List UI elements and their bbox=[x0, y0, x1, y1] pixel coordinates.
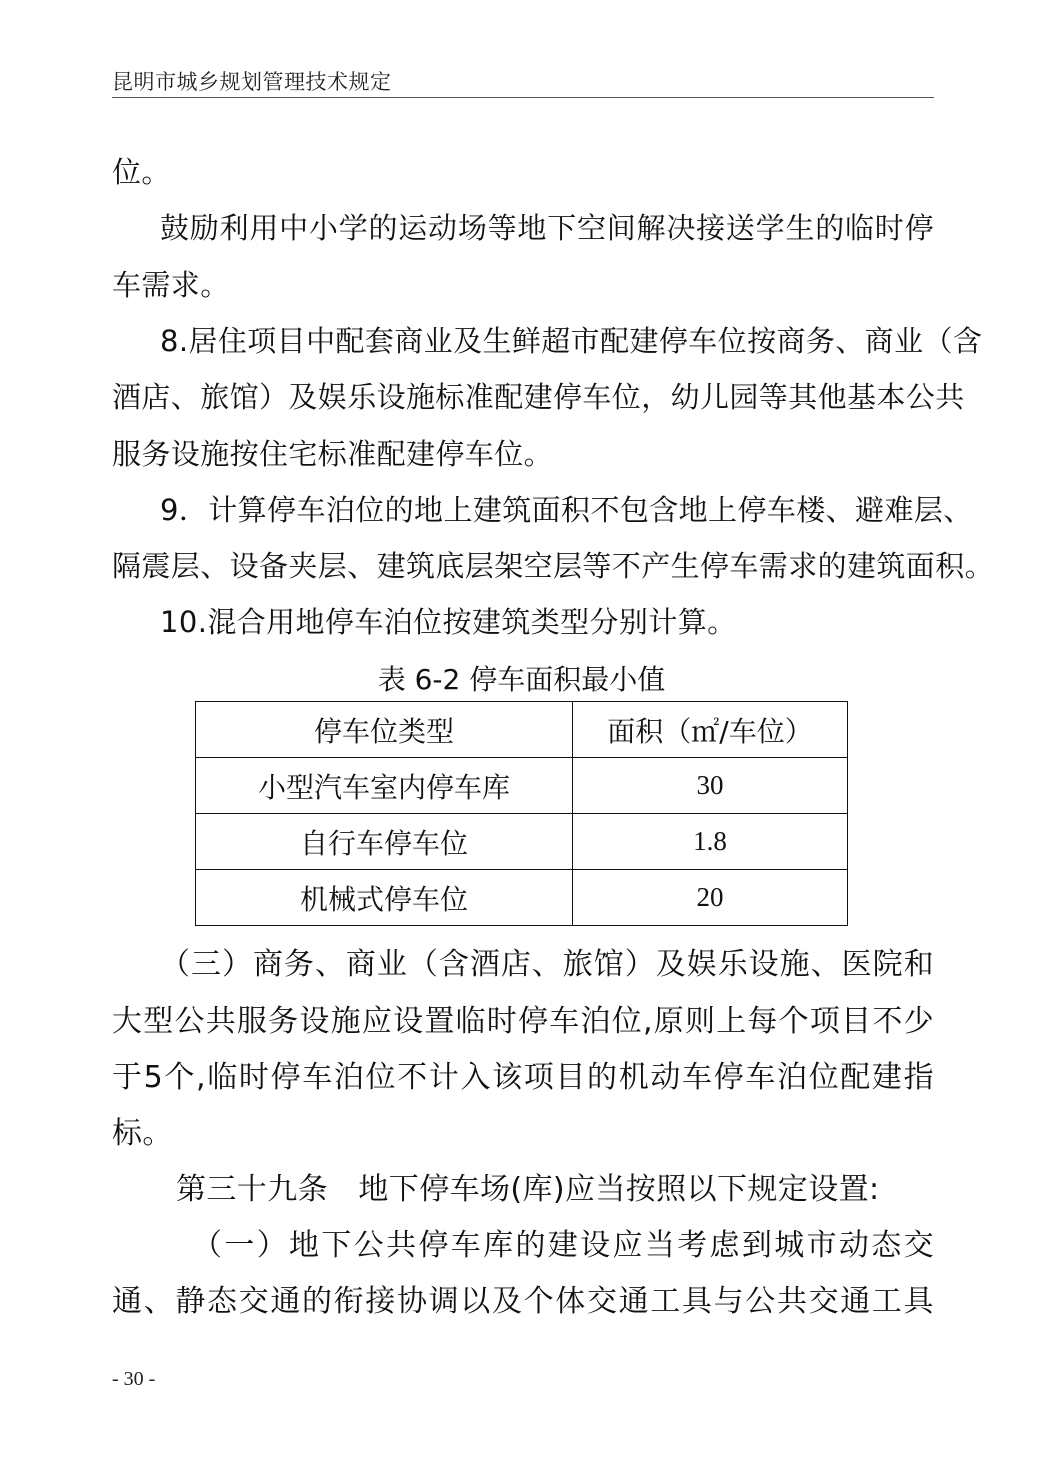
paragraph-line: 酒店、旅馆）及娱乐设施标准配建停车位，幼儿园等其他基本公共 bbox=[112, 380, 965, 414]
paragraph-line: 10.混合用地停车泊位按建筑类型分别计算。 bbox=[160, 605, 737, 639]
column-header-type: 停车位类型 bbox=[196, 702, 573, 758]
header-divider bbox=[112, 97, 934, 98]
table-cell-area: 1.8 bbox=[573, 814, 848, 870]
parking-area-table bbox=[195, 701, 848, 926]
table-row bbox=[196, 870, 848, 926]
paragraph-line: 服务设施按住宅标准配建停车位。 bbox=[112, 437, 554, 471]
paragraph-line: （一）地下公共停车库的建设应当考虑到城市动态交 bbox=[192, 1228, 934, 1263]
table-row bbox=[196, 814, 848, 870]
paragraph-line: 位。 bbox=[112, 155, 171, 189]
table-caption: 表 6-2 停车面积最小值 bbox=[377, 663, 666, 696]
table-cell-area: 30 bbox=[573, 758, 848, 814]
paragraph-line: 9．计算停车泊位的地上建筑面积不包含地上停车楼、避难层、 bbox=[160, 493, 973, 527]
paragraph-line: 8.居住项目中配套商业及生鲜超市配建停车位按商务、商业（含 bbox=[160, 324, 983, 358]
paragraph-line: 大型公共服务设施应设置临时停车泊位,原则上每个项目不少 bbox=[112, 1004, 934, 1039]
page-number: - 30 - bbox=[112, 1368, 156, 1390]
paragraph-line: （三）商务、商业（含酒店、旅馆）及娱乐设施、医院和 bbox=[160, 947, 934, 982]
article-heading: 第三十九条 地下停车场(库)应当按照以下规定设置: bbox=[176, 1172, 880, 1207]
paragraph-line: 通、静态交通的衔接协调以及个体交通工具与公共交通工具 bbox=[112, 1284, 934, 1319]
table-row bbox=[196, 758, 848, 814]
paragraph-line: 鼓励利用中小学的运动场等地下空间解决接送学生的临时停 bbox=[160, 211, 934, 245]
paragraph-line: 车需求。 bbox=[112, 268, 230, 302]
table-cell-type: 自行车停车位 bbox=[196, 814, 573, 870]
table-cell-area: 20 bbox=[573, 870, 848, 926]
column-header-area: 面积（㎡/车位） bbox=[573, 702, 848, 758]
table-cell-type: 小型汽车室内停车库 bbox=[196, 758, 573, 814]
paragraph-line: 隔震层、设备夹层、建筑底层架空层等不产生停车需求的建筑面积。 bbox=[112, 549, 995, 583]
running-header: 昆明市城乡规划管理技术规定 bbox=[112, 70, 392, 94]
paragraph-line: 于5个,临时停车泊位不计入该项目的机动车停车泊位配建指 bbox=[112, 1060, 934, 1095]
table-header-row bbox=[196, 702, 848, 758]
paragraph-line: 标。 bbox=[112, 1116, 173, 1151]
table-cell-type: 机械式停车位 bbox=[196, 870, 573, 926]
